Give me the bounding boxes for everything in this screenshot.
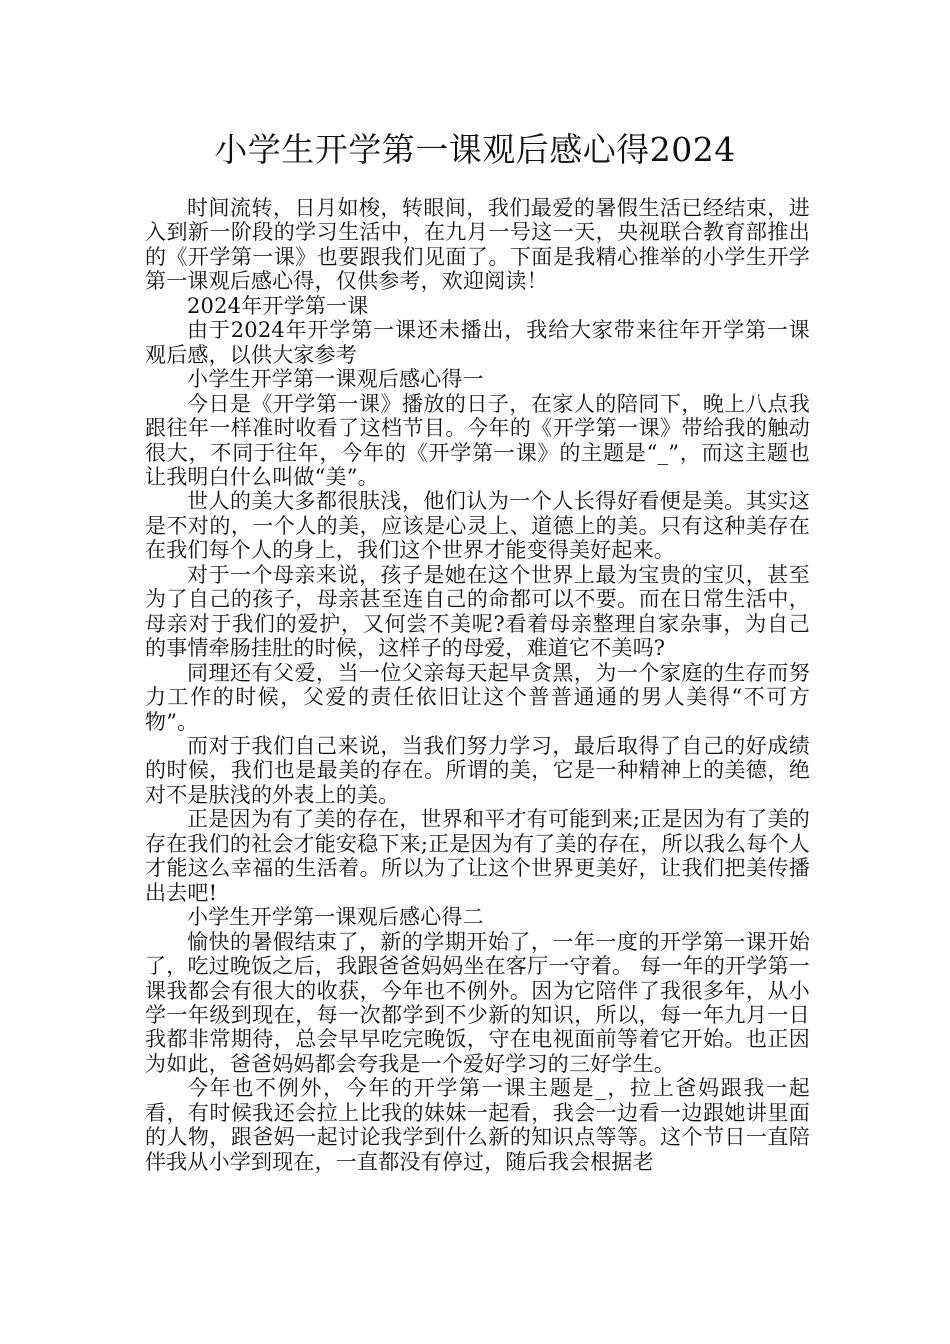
essay-one-paragraph-6: 正是因为有了美的存在，世界和平才有可能到来;正是因为有了美的存在我们的社会才能安稳下来;正是因为有了美的存在，所以我么每个人才能这么幸福的生活着。所以为了让这个世界更美好，让我们把美传播出去吧! [145, 807, 810, 905]
essay-two-paragraph-2: 今年也不例外，今年的开学第一课主题是_，拉上爸妈跟我一起看，有时候我还会拉上比我的妹妹一起看，我会一边看一边跟她讲里面的人物，跟爸妈一起讨论我学到什么新的知识点等等。这个节日一直陪伴我从小学到现在，一直都没有停过，随后我会根据老 [145, 1076, 810, 1174]
section-heading-essay-one: 小学生开学第一课观后感心得一 [187, 367, 484, 392]
section-heading-2024: 2024年开学第一课 [187, 293, 369, 318]
essay-one-paragraph-5: 而对于我们自己来说，当我们努力学习，最后取得了自己的好成绩的时候，我们也是最美的存在。所谓的美，它是一种精神上的美德，绝对不是肤浅的外表上的美。 [145, 733, 810, 807]
essay-one-paragraph-2: 世人的美大多都很肤浅，他们认为一个人长得好看便是美。其实这是不对的，一个人的美，应该是心灵上、道德上的美。只有这种美存在在我们每个人的身上，我们这个世界才能变得美好起来。 [145, 489, 810, 563]
essay-two-paragraph-1: 愉快的暑假结束了，新的学期开始了，一年一度的开学第一课开始了，吃过晚饭之后，我跟爸爸妈妈坐在客厅一守着。 每一年的开学第一课我都会有很大的收获，今年也不例外。因为它陪伴了我很多年，从小学一年级到现在，每一次都学到不少新的知识，所以，每一年九月一日我都非常期待，总会早早吃完晚饭，守在电视面前等着它开始。也正因为如此，爸爸妈妈都会夸我是一个爱好学习的三好学生。 [145, 929, 810, 1076]
essay-one-paragraph-1: 今日是《开学第一课》播放的日子，在家人的陪同下，晚上八点我跟往年一样准时收看了这档节目。今年的《开学第一课》带给我的触动很大，不同于往年，今年的《开学第一课》的主题是“_”，而这主题也让我明白什么叫做“美”。 [145, 391, 810, 489]
section-heading-essay-two: 小学生开学第一课观后感心得二 [187, 905, 484, 930]
essay-one-paragraph-3: 对于一个母亲来说，孩子是她在这个世界上最为宝贵的宝贝，甚至为了自己的孩子，母亲甚至连自己的命都可以不要。而在日常生活中，母亲对于我们的爱护，又何尝不美呢?看着母亲整理自家杂事，为自己的事情牵肠挂肚的时候，这样子的母爱，难道它不美吗? [145, 562, 810, 661]
intro-paragraph: 时间流转，日月如梭，转眼间，我们最爱的暑假生活已经结束，进入到新一阶段的学习生活中，在九月一号这一天，央视联合教育部推出的《开学第一课》也要跟我们见面了。下面是我精心推举的小学生开学第一课观后感心得，仅供参考，欢迎阅读！ [145, 196, 810, 294]
document-title: 小学生开学第一课观后感心得2024 [214, 130, 736, 169]
essay-one-paragraph-4: 同理还有父爱，当一位父亲每天起早贪黑，为一个家庭的生存而努力工作的时候，父爱的责任依旧让这个普普通通的男人美得“不可方物”。 [145, 660, 810, 734]
note-paragraph: 由于2024年开学第一课还未播出，我给大家带来往年开学第一课观后感，以供大家参考 [145, 318, 810, 367]
document-body [145, 196, 810, 1174]
